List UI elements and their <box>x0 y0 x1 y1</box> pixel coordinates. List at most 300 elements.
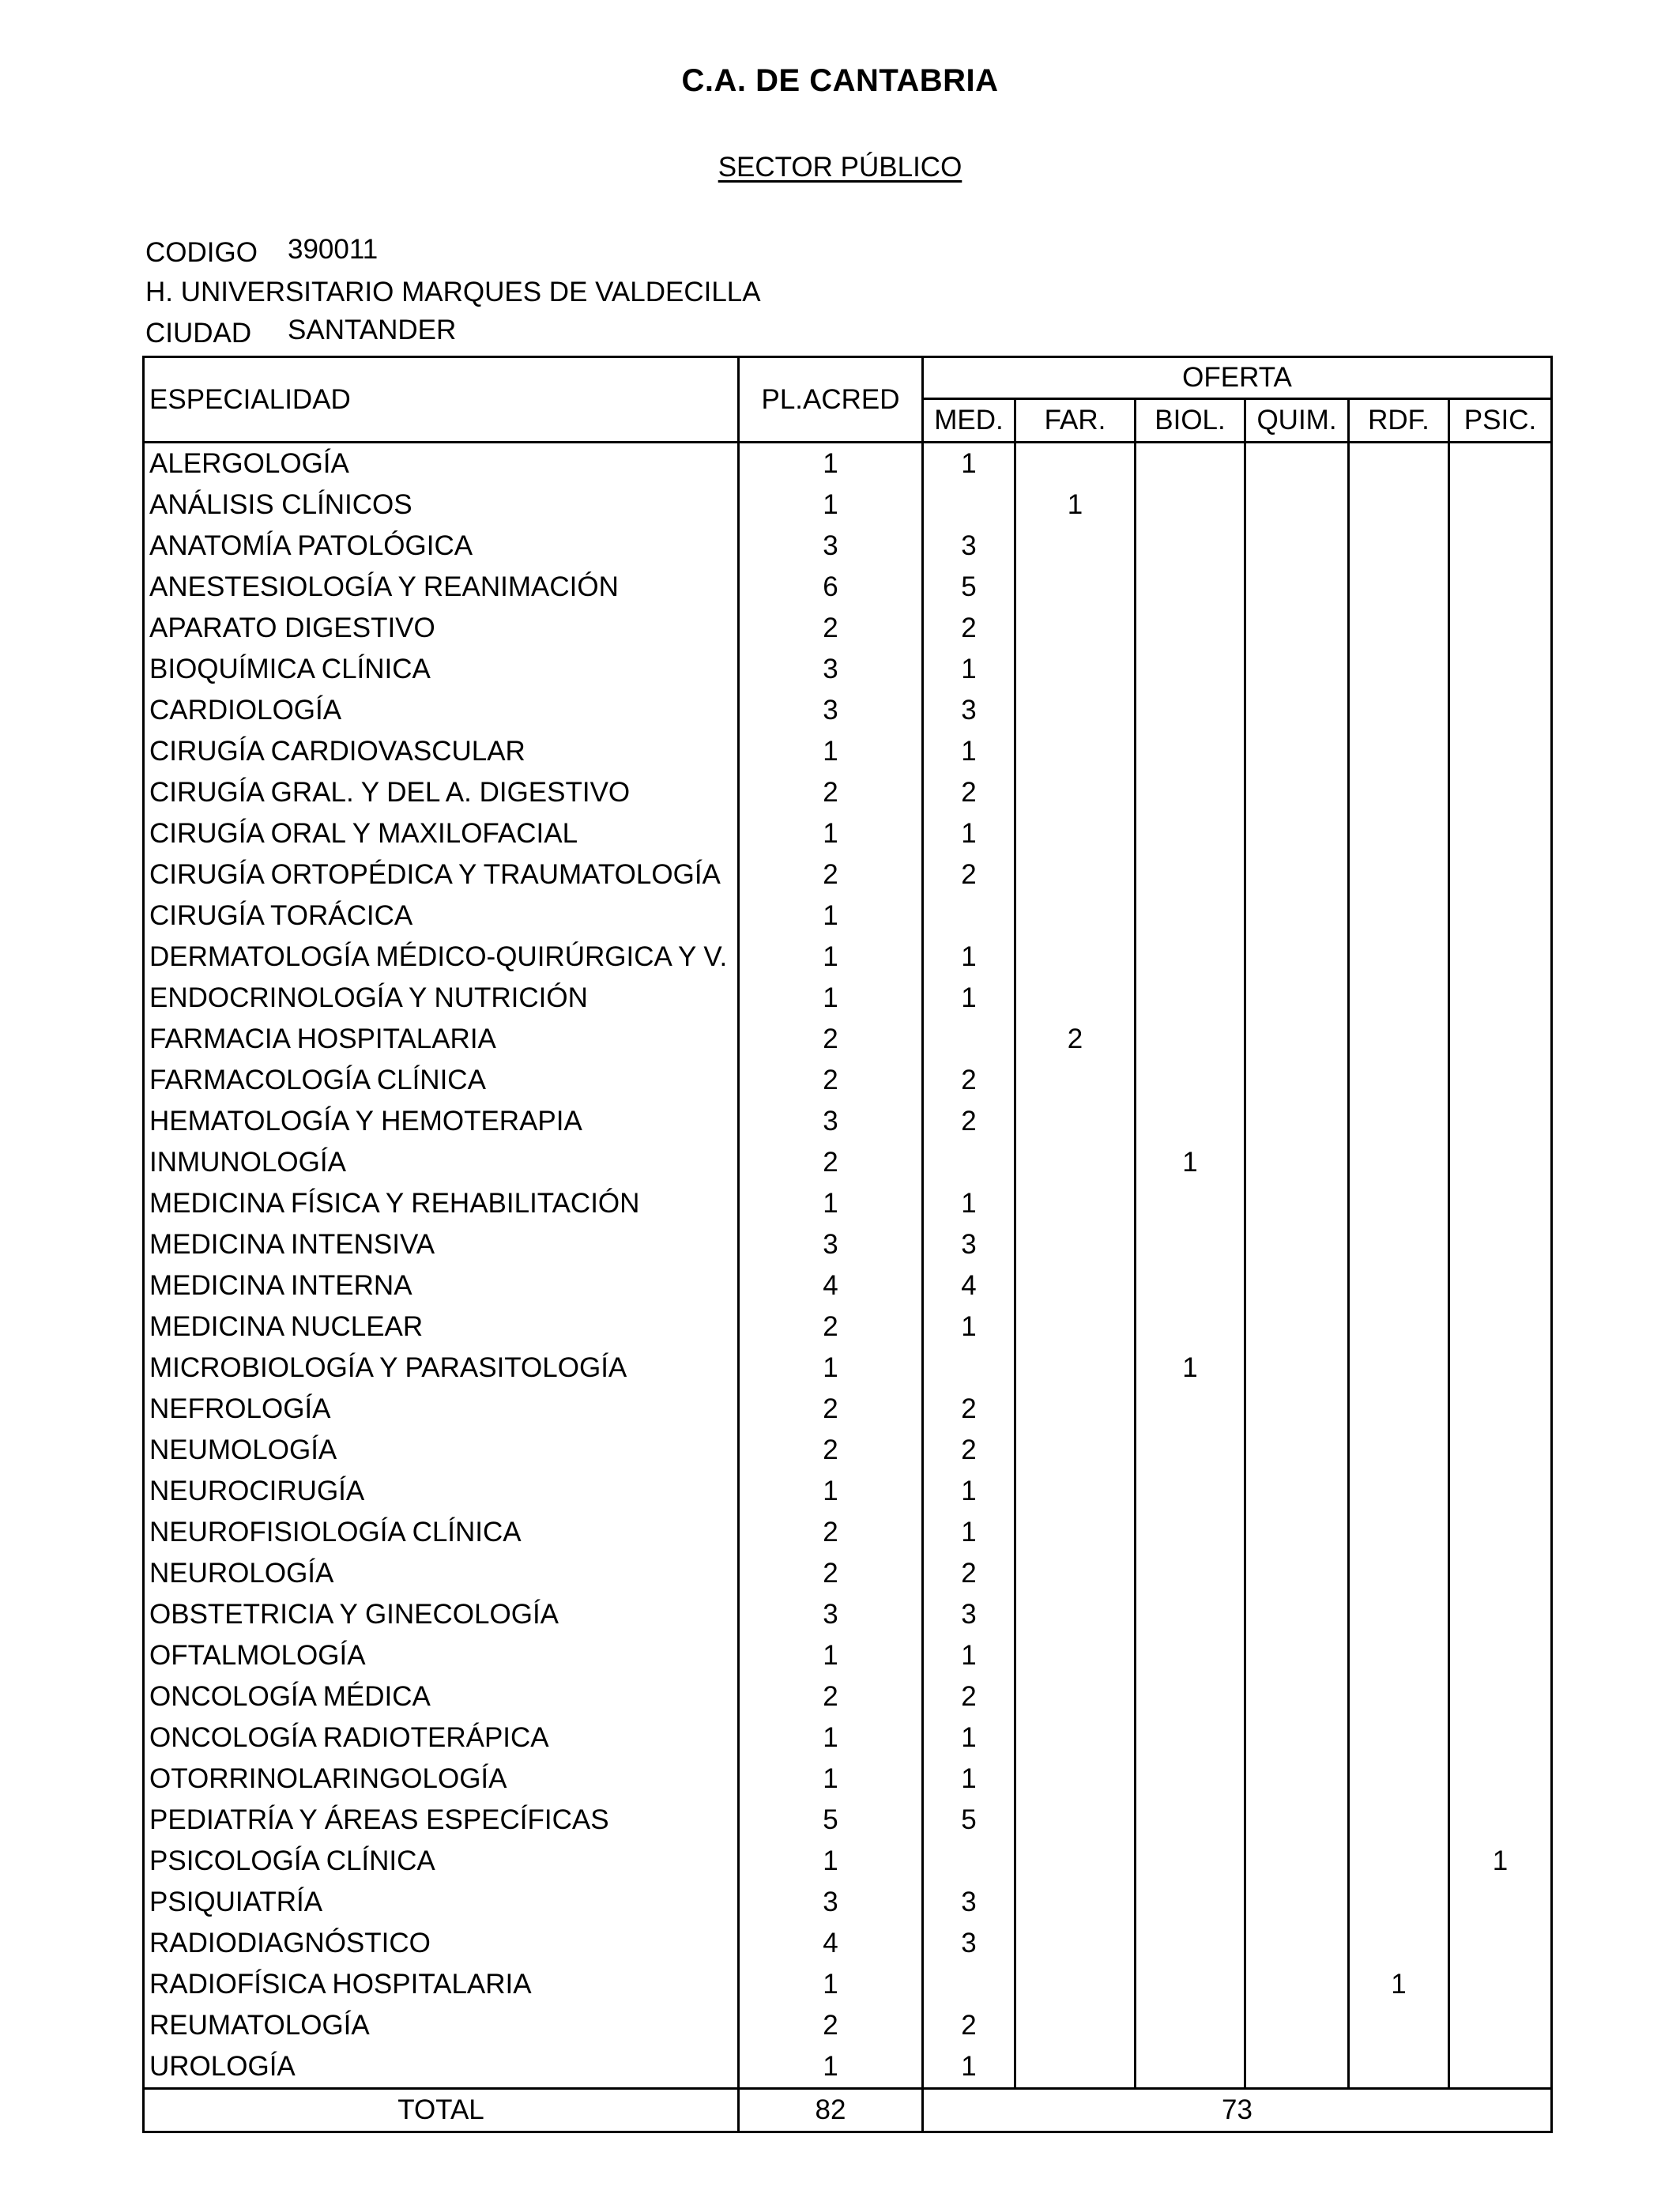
placred-cell: 2 <box>739 1019 923 1060</box>
placred-cell: 3 <box>739 649 923 690</box>
oferta-rdf-cell <box>1349 1635 1449 1676</box>
oferta-far-cell <box>1015 937 1136 978</box>
placred-cell: 1 <box>739 1635 923 1676</box>
table-row <box>144 1800 1552 1841</box>
oferta-psic-cell <box>1449 443 1552 485</box>
oferta-psic-cell <box>1449 608 1552 649</box>
oferta-biol-cell <box>1136 1717 1245 1759</box>
oferta-quim-cell <box>1245 1759 1349 1800</box>
placred-cell: 2 <box>739 608 923 649</box>
oferta-biol-cell <box>1136 1306 1245 1348</box>
oferta-biol-cell <box>1136 1882 1245 1923</box>
table-row <box>144 1430 1552 1471</box>
oferta-psic-cell <box>1449 1717 1552 1759</box>
sector-label: SECTOR PÚBLICO <box>718 152 962 183</box>
placred-cell: 4 <box>739 1265 923 1306</box>
oferta-biol-cell <box>1136 1759 1245 1800</box>
table-row <box>144 978 1552 1019</box>
especialidad-cell: ONCOLOGÍA MÉDICA <box>144 1676 739 1717</box>
oferta-quim-cell <box>1245 1923 1349 1964</box>
oferta-rdf-cell <box>1349 1142 1449 1183</box>
oferta-rdf-cell <box>1349 1676 1449 1717</box>
table-row <box>144 1306 1552 1348</box>
oferta-psic-cell <box>1449 526 1552 567</box>
oferta-far-cell <box>1015 2005 1136 2046</box>
table-row <box>144 772 1552 813</box>
oferta-rdf-cell <box>1349 1759 1449 1800</box>
especialidad-cell: MEDICINA INTENSIVA <box>144 1224 739 1265</box>
table-row <box>144 526 1552 567</box>
placred-cell: 3 <box>739 1224 923 1265</box>
oferta-far-cell <box>1015 443 1136 485</box>
oferta-med-cell: 2 <box>923 1430 1015 1471</box>
oferta-med-cell <box>923 484 1015 526</box>
placred-cell: 2 <box>739 1430 923 1471</box>
total-row <box>144 2089 1552 2132</box>
table-row <box>144 1183 1552 1224</box>
especialidad-cell: ENDOCRINOLOGÍA Y NUTRICIÓN <box>144 978 739 1019</box>
oferta-far-cell <box>1015 978 1136 1019</box>
oferta-far-cell <box>1015 690 1136 731</box>
oferta-far-cell <box>1015 772 1136 813</box>
oferta-biol-cell <box>1136 1101 1245 1142</box>
oferta-med-cell: 2 <box>923 1389 1015 1430</box>
placred-cell: 2 <box>739 1142 923 1183</box>
oferta-far-cell <box>1015 1389 1136 1430</box>
oferta-biol-cell <box>1136 2046 1245 2089</box>
oferta-far-cell <box>1015 2046 1136 2089</box>
oferta-rdf-cell <box>1349 1717 1449 1759</box>
oferta-biol-cell <box>1136 608 1245 649</box>
oferta-med-cell: 3 <box>923 1594 1015 1635</box>
oferta-biol-cell <box>1136 1265 1245 1306</box>
oferta-biol-cell <box>1136 526 1245 567</box>
especialidad-cell: NEUROFISIOLOGÍA CLÍNICA <box>144 1512 739 1553</box>
table-row <box>144 2046 1552 2089</box>
oferta-far-cell <box>1015 1717 1136 1759</box>
oferta-biol-cell <box>1136 1800 1245 1841</box>
especialidad-cell: ONCOLOGÍA RADIOTERÁPICA <box>144 1717 739 1759</box>
oferta-rdf-cell <box>1349 854 1449 895</box>
placred-cell: 6 <box>739 567 923 608</box>
oferta-med-cell <box>923 895 1015 937</box>
oferta-med-cell: 3 <box>923 1882 1015 1923</box>
placred-cell: 1 <box>739 731 923 772</box>
placred-cell: 1 <box>739 978 923 1019</box>
placred-cell: 3 <box>739 690 923 731</box>
oferta-quim-cell <box>1245 813 1349 854</box>
oferta-quim-cell <box>1245 1430 1349 1471</box>
oferta-med-cell: 1 <box>923 1183 1015 1224</box>
oferta-psic-cell <box>1449 1759 1552 1800</box>
especialidad-cell: NEUMOLOGÍA <box>144 1430 739 1471</box>
oferta-med-cell <box>923 1964 1015 2005</box>
oferta-quim-cell <box>1245 937 1349 978</box>
header-biol: BIOL. <box>1136 399 1245 443</box>
oferta-psic-cell <box>1449 813 1552 854</box>
oferta-med-cell: 2 <box>923 1060 1015 1101</box>
oferta-rdf-cell <box>1349 1348 1449 1389</box>
oferta-rdf-cell: 1 <box>1349 1964 1449 2005</box>
table-row <box>144 1553 1552 1594</box>
oferta-far-cell: 2 <box>1015 1019 1136 1060</box>
oferta-psic-cell <box>1449 1512 1552 1553</box>
placred-cell: 1 <box>739 1717 923 1759</box>
oferta-rdf-cell <box>1349 1306 1449 1348</box>
oferta-far-cell <box>1015 1964 1136 2005</box>
placred-cell: 1 <box>739 443 923 485</box>
oferta-biol-cell <box>1136 937 1245 978</box>
especialidad-cell: MEDICINA FÍSICA Y REHABILITACIÓN <box>144 1183 739 1224</box>
placred-cell: 1 <box>739 1471 923 1512</box>
oferta-quim-cell <box>1245 1676 1349 1717</box>
especialidad-cell: MEDICINA NUCLEAR <box>144 1306 739 1348</box>
oferta-far-cell <box>1015 649 1136 690</box>
especialidad-cell: PSICOLOGÍA CLÍNICA <box>144 1841 739 1882</box>
oferta-med-cell: 1 <box>923 731 1015 772</box>
oferta-psic-cell <box>1449 484 1552 526</box>
oferta-rdf-cell <box>1349 772 1449 813</box>
placred-cell: 2 <box>739 1389 923 1430</box>
oferta-rdf-cell <box>1349 443 1449 485</box>
especialidad-cell: HEMATOLOGÍA Y HEMOTERAPIA <box>144 1101 739 1142</box>
oferta-far-cell <box>1015 1676 1136 1717</box>
oferta-biol-cell <box>1136 1389 1245 1430</box>
oferta-psic-cell <box>1449 731 1552 772</box>
oferta-rdf-cell <box>1349 1224 1449 1265</box>
oferta-quim-cell <box>1245 895 1349 937</box>
codigo-label: CODIGO <box>145 237 258 268</box>
especialidad-cell: NEFROLOGÍA <box>144 1389 739 1430</box>
oferta-biol-cell <box>1136 1183 1245 1224</box>
oferta-med-cell: 1 <box>923 1471 1015 1512</box>
oferta-quim-cell <box>1245 978 1349 1019</box>
placred-cell: 2 <box>739 854 923 895</box>
placred-cell: 1 <box>739 895 923 937</box>
oferta-psic-cell <box>1449 1635 1552 1676</box>
oferta-rdf-cell <box>1349 526 1449 567</box>
oferta-rdf-cell <box>1349 895 1449 937</box>
oferta-far-cell <box>1015 854 1136 895</box>
table-row <box>144 608 1552 649</box>
oferta-quim-cell <box>1245 608 1349 649</box>
table-row <box>144 1265 1552 1306</box>
oferta-far-cell <box>1015 1882 1136 1923</box>
oferta-rdf-cell <box>1349 1101 1449 1142</box>
especialidad-cell: FARMACOLOGÍA CLÍNICA <box>144 1060 739 1101</box>
especialidad-cell: PSIQUIATRÍA <box>144 1882 739 1923</box>
oferta-far-cell <box>1015 1553 1136 1594</box>
oferta-biol-cell <box>1136 813 1245 854</box>
oferta-rdf-cell <box>1349 2046 1449 2089</box>
header-placred: PL.ACRED <box>739 357 923 443</box>
oferta-psic-cell <box>1449 690 1552 731</box>
placred-cell: 1 <box>739 484 923 526</box>
oferta-biol-cell <box>1136 567 1245 608</box>
especialidad-cell: RADIODIAGNÓSTICO <box>144 1923 739 1964</box>
table-row <box>144 1676 1552 1717</box>
oferta-quim-cell <box>1245 772 1349 813</box>
placred-cell: 1 <box>739 1964 923 2005</box>
oferta-med-cell: 1 <box>923 1306 1015 1348</box>
placred-cell: 2 <box>739 1060 923 1101</box>
codigo-line <box>145 234 379 269</box>
oferta-rdf-cell <box>1349 1060 1449 1101</box>
table-row <box>144 567 1552 608</box>
oferta-biol-cell <box>1136 443 1245 485</box>
oferta-biol-cell <box>1136 1923 1245 1964</box>
table-row <box>144 1759 1552 1800</box>
especialidad-cell: REUMATOLOGÍA <box>144 2005 739 2046</box>
placred-cell: 4 <box>739 1923 923 1964</box>
oferta-psic-cell <box>1449 1019 1552 1060</box>
oferta-rdf-cell <box>1349 2005 1449 2046</box>
oferta-biol-cell <box>1136 895 1245 937</box>
especialidad-cell: OTORRINOLARINGOLOGÍA <box>144 1759 739 1800</box>
ciudad-value: SANTANDER <box>288 315 457 345</box>
oferta-med-cell: 4 <box>923 1265 1015 1306</box>
table-row <box>144 1964 1552 2005</box>
oferta-biol-cell <box>1136 1964 1245 2005</box>
oferta-med-cell: 1 <box>923 649 1015 690</box>
oferta-psic-cell <box>1449 2046 1552 2089</box>
oferta-quim-cell <box>1245 1348 1349 1389</box>
table-row <box>144 1717 1552 1759</box>
oferta-quim-cell <box>1245 1635 1349 1676</box>
oferta-med-cell <box>923 1142 1015 1183</box>
especialidad-cell: CIRUGÍA ORAL Y MAXILOFACIAL <box>144 813 739 854</box>
table-row <box>144 1142 1552 1183</box>
oferta-quim-cell <box>1245 526 1349 567</box>
oferta-rdf-cell <box>1349 1594 1449 1635</box>
especialidad-cell: CARDIOLOGÍA <box>144 690 739 731</box>
oferta-med-cell: 2 <box>923 2005 1015 2046</box>
table-row <box>144 1882 1552 1923</box>
especialidad-cell: OBSTETRICIA Y GINECOLOGÍA <box>144 1594 739 1635</box>
table-row <box>144 1512 1552 1553</box>
oferta-psic-cell <box>1449 854 1552 895</box>
placred-cell: 3 <box>739 526 923 567</box>
placred-cell: 1 <box>739 1841 923 1882</box>
oferta-rdf-cell <box>1349 567 1449 608</box>
oferta-med-cell: 5 <box>923 567 1015 608</box>
table-row <box>144 1224 1552 1265</box>
placred-cell: 2 <box>739 1676 923 1717</box>
oferta-med-cell: 1 <box>923 1635 1015 1676</box>
placred-cell: 1 <box>739 1759 923 1800</box>
document-title: C.A. DE CANTABRIA <box>681 63 999 98</box>
especialidades-table <box>142 356 1553 2133</box>
oferta-rdf-cell <box>1349 484 1449 526</box>
oferta-biol-cell <box>1136 1430 1245 1471</box>
oferta-quim-cell <box>1245 854 1349 895</box>
oferta-rdf-cell <box>1349 1471 1449 1512</box>
oferta-psic-cell <box>1449 1882 1552 1923</box>
especialidad-cell: MEDICINA INTERNA <box>144 1265 739 1306</box>
oferta-rdf-cell <box>1349 1019 1449 1060</box>
oferta-rdf-cell <box>1349 1265 1449 1306</box>
oferta-biol-cell <box>1136 2005 1245 2046</box>
placred-cell: 5 <box>739 1800 923 1841</box>
oferta-quim-cell <box>1245 690 1349 731</box>
oferta-quim-cell <box>1245 1389 1349 1430</box>
table-row <box>144 443 1552 485</box>
oferta-rdf-cell <box>1349 649 1449 690</box>
oferta-biol-cell: 1 <box>1136 1348 1245 1389</box>
table-row <box>144 937 1552 978</box>
oferta-quim-cell <box>1245 1224 1349 1265</box>
oferta-psic-cell <box>1449 1923 1552 1964</box>
especialidad-cell: ANÁLISIS CLÍNICOS <box>144 484 739 526</box>
oferta-psic-cell <box>1449 1224 1552 1265</box>
especialidad-cell: CIRUGÍA TORÁCICA <box>144 895 739 937</box>
oferta-far-cell <box>1015 731 1136 772</box>
oferta-med-cell: 1 <box>923 1717 1015 1759</box>
oferta-med-cell: 3 <box>923 1224 1015 1265</box>
table-row <box>144 1923 1552 1964</box>
oferta-biol-cell <box>1136 1635 1245 1676</box>
oferta-quim-cell <box>1245 484 1349 526</box>
oferta-far-cell <box>1015 1430 1136 1471</box>
oferta-quim-cell <box>1245 1265 1349 1306</box>
oferta-far-cell <box>1015 1348 1136 1389</box>
oferta-quim-cell <box>1245 2005 1349 2046</box>
oferta-psic-cell <box>1449 1101 1552 1142</box>
oferta-quim-cell <box>1245 1882 1349 1923</box>
ciudad-line <box>145 315 457 349</box>
oferta-med-cell <box>923 1348 1015 1389</box>
oferta-rdf-cell <box>1349 813 1449 854</box>
placred-cell: 1 <box>739 937 923 978</box>
oferta-med-cell: 2 <box>923 1553 1015 1594</box>
oferta-psic-cell <box>1449 1676 1552 1717</box>
oferta-quim-cell <box>1245 1019 1349 1060</box>
oferta-med-cell: 3 <box>923 1923 1015 1964</box>
oferta-med-cell: 2 <box>923 854 1015 895</box>
oferta-psic-cell <box>1449 649 1552 690</box>
especialidad-cell: CIRUGÍA ORTOPÉDICA Y TRAUMATOLOGÍA <box>144 854 739 895</box>
oferta-rdf-cell <box>1349 937 1449 978</box>
oferta-rdf-cell <box>1349 731 1449 772</box>
oferta-med-cell: 2 <box>923 1101 1015 1142</box>
especialidad-cell: ALERGOLOGÍA <box>144 443 739 485</box>
oferta-quim-cell <box>1245 1306 1349 1348</box>
table-row <box>144 1060 1552 1101</box>
oferta-far-cell <box>1015 1512 1136 1553</box>
ciudad-label: CIUDAD <box>145 318 252 349</box>
oferta-far-cell <box>1015 1306 1136 1348</box>
table-row <box>144 1348 1552 1389</box>
oferta-biol-cell <box>1136 484 1245 526</box>
oferta-far-cell <box>1015 1142 1136 1183</box>
oferta-psic-cell <box>1449 895 1552 937</box>
especialidad-cell: OFTALMOLOGÍA <box>144 1635 739 1676</box>
oferta-rdf-cell <box>1349 1183 1449 1224</box>
oferta-far-cell <box>1015 895 1136 937</box>
especialidad-cell: APARATO DIGESTIVO <box>144 608 739 649</box>
header-quim: QUIM. <box>1245 399 1349 443</box>
table-row <box>144 1389 1552 1430</box>
oferta-med-cell: 1 <box>923 978 1015 1019</box>
oferta-far-cell: 1 <box>1015 484 1136 526</box>
placred-cell: 3 <box>739 1594 923 1635</box>
oferta-psic-cell <box>1449 1348 1552 1389</box>
oferta-psic-cell <box>1449 1142 1552 1183</box>
placred-cell: 2 <box>739 2005 923 2046</box>
oferta-far-cell <box>1015 1101 1136 1142</box>
especialidad-cell: INMUNOLOGÍA <box>144 1142 739 1183</box>
total-label: TOTAL <box>144 2089 739 2132</box>
oferta-med-cell <box>923 1019 1015 1060</box>
oferta-far-cell <box>1015 813 1136 854</box>
oferta-far-cell <box>1015 1635 1136 1676</box>
header-especialidad: ESPECIALIDAD <box>144 357 739 443</box>
oferta-far-cell <box>1015 1923 1136 1964</box>
oferta-far-cell <box>1015 1060 1136 1101</box>
header-med: MED. <box>923 399 1015 443</box>
oferta-biol-cell <box>1136 649 1245 690</box>
especialidad-cell: ANESTESIOLOGÍA Y REANIMACIÓN <box>144 567 739 608</box>
table-row <box>144 2005 1552 2046</box>
oferta-rdf-cell <box>1349 1430 1449 1471</box>
oferta-rdf-cell <box>1349 608 1449 649</box>
table-row <box>144 813 1552 854</box>
table-row <box>144 690 1552 731</box>
oferta-rdf-cell <box>1349 1882 1449 1923</box>
table-row <box>144 1019 1552 1060</box>
especialidad-cell: PEDIATRÍA Y ÁREAS ESPECÍFICAS <box>144 1800 739 1841</box>
oferta-quim-cell <box>1245 1841 1349 1882</box>
oferta-quim-cell <box>1245 1800 1349 1841</box>
oferta-med-cell <box>923 1841 1015 1882</box>
oferta-biol-cell <box>1136 1019 1245 1060</box>
oferta-quim-cell <box>1245 1512 1349 1553</box>
oferta-psic-cell: 1 <box>1449 1841 1552 1882</box>
especialidad-cell: ANATOMÍA PATOLÓGICA <box>144 526 739 567</box>
oferta-biol-cell <box>1136 1553 1245 1594</box>
placred-cell: 3 <box>739 1101 923 1142</box>
oferta-rdf-cell <box>1349 1512 1449 1553</box>
oferta-med-cell: 3 <box>923 690 1015 731</box>
total-oferta: 73 <box>923 2089 1552 2132</box>
oferta-quim-cell <box>1245 1717 1349 1759</box>
oferta-psic-cell <box>1449 1594 1552 1635</box>
oferta-psic-cell <box>1449 1183 1552 1224</box>
oferta-quim-cell <box>1245 649 1349 690</box>
oferta-psic-cell <box>1449 1553 1552 1594</box>
oferta-biol-cell <box>1136 854 1245 895</box>
oferta-quim-cell <box>1245 1101 1349 1142</box>
table-row <box>144 1101 1552 1142</box>
especialidad-cell: NEUROLOGÍA <box>144 1553 739 1594</box>
codigo-value: 390011 <box>288 234 379 265</box>
especialidad-cell: DERMATOLOGÍA MÉDICO-QUIRÚRGICA Y V. <box>144 937 739 978</box>
oferta-med-cell: 2 <box>923 772 1015 813</box>
especialidad-cell: MICROBIOLOGÍA Y PARASITOLOGÍA <box>144 1348 739 1389</box>
oferta-psic-cell <box>1449 1430 1552 1471</box>
oferta-rdf-cell <box>1349 1389 1449 1430</box>
oferta-psic-cell <box>1449 2005 1552 2046</box>
table-body <box>144 443 1552 2089</box>
oferta-biol-cell <box>1136 1512 1245 1553</box>
oferta-far-cell <box>1015 526 1136 567</box>
oferta-quim-cell <box>1245 2046 1349 2089</box>
oferta-psic-cell <box>1449 772 1552 813</box>
oferta-quim-cell <box>1245 1060 1349 1101</box>
oferta-biol-cell <box>1136 1841 1245 1882</box>
oferta-far-cell <box>1015 1471 1136 1512</box>
placred-cell: 1 <box>739 813 923 854</box>
